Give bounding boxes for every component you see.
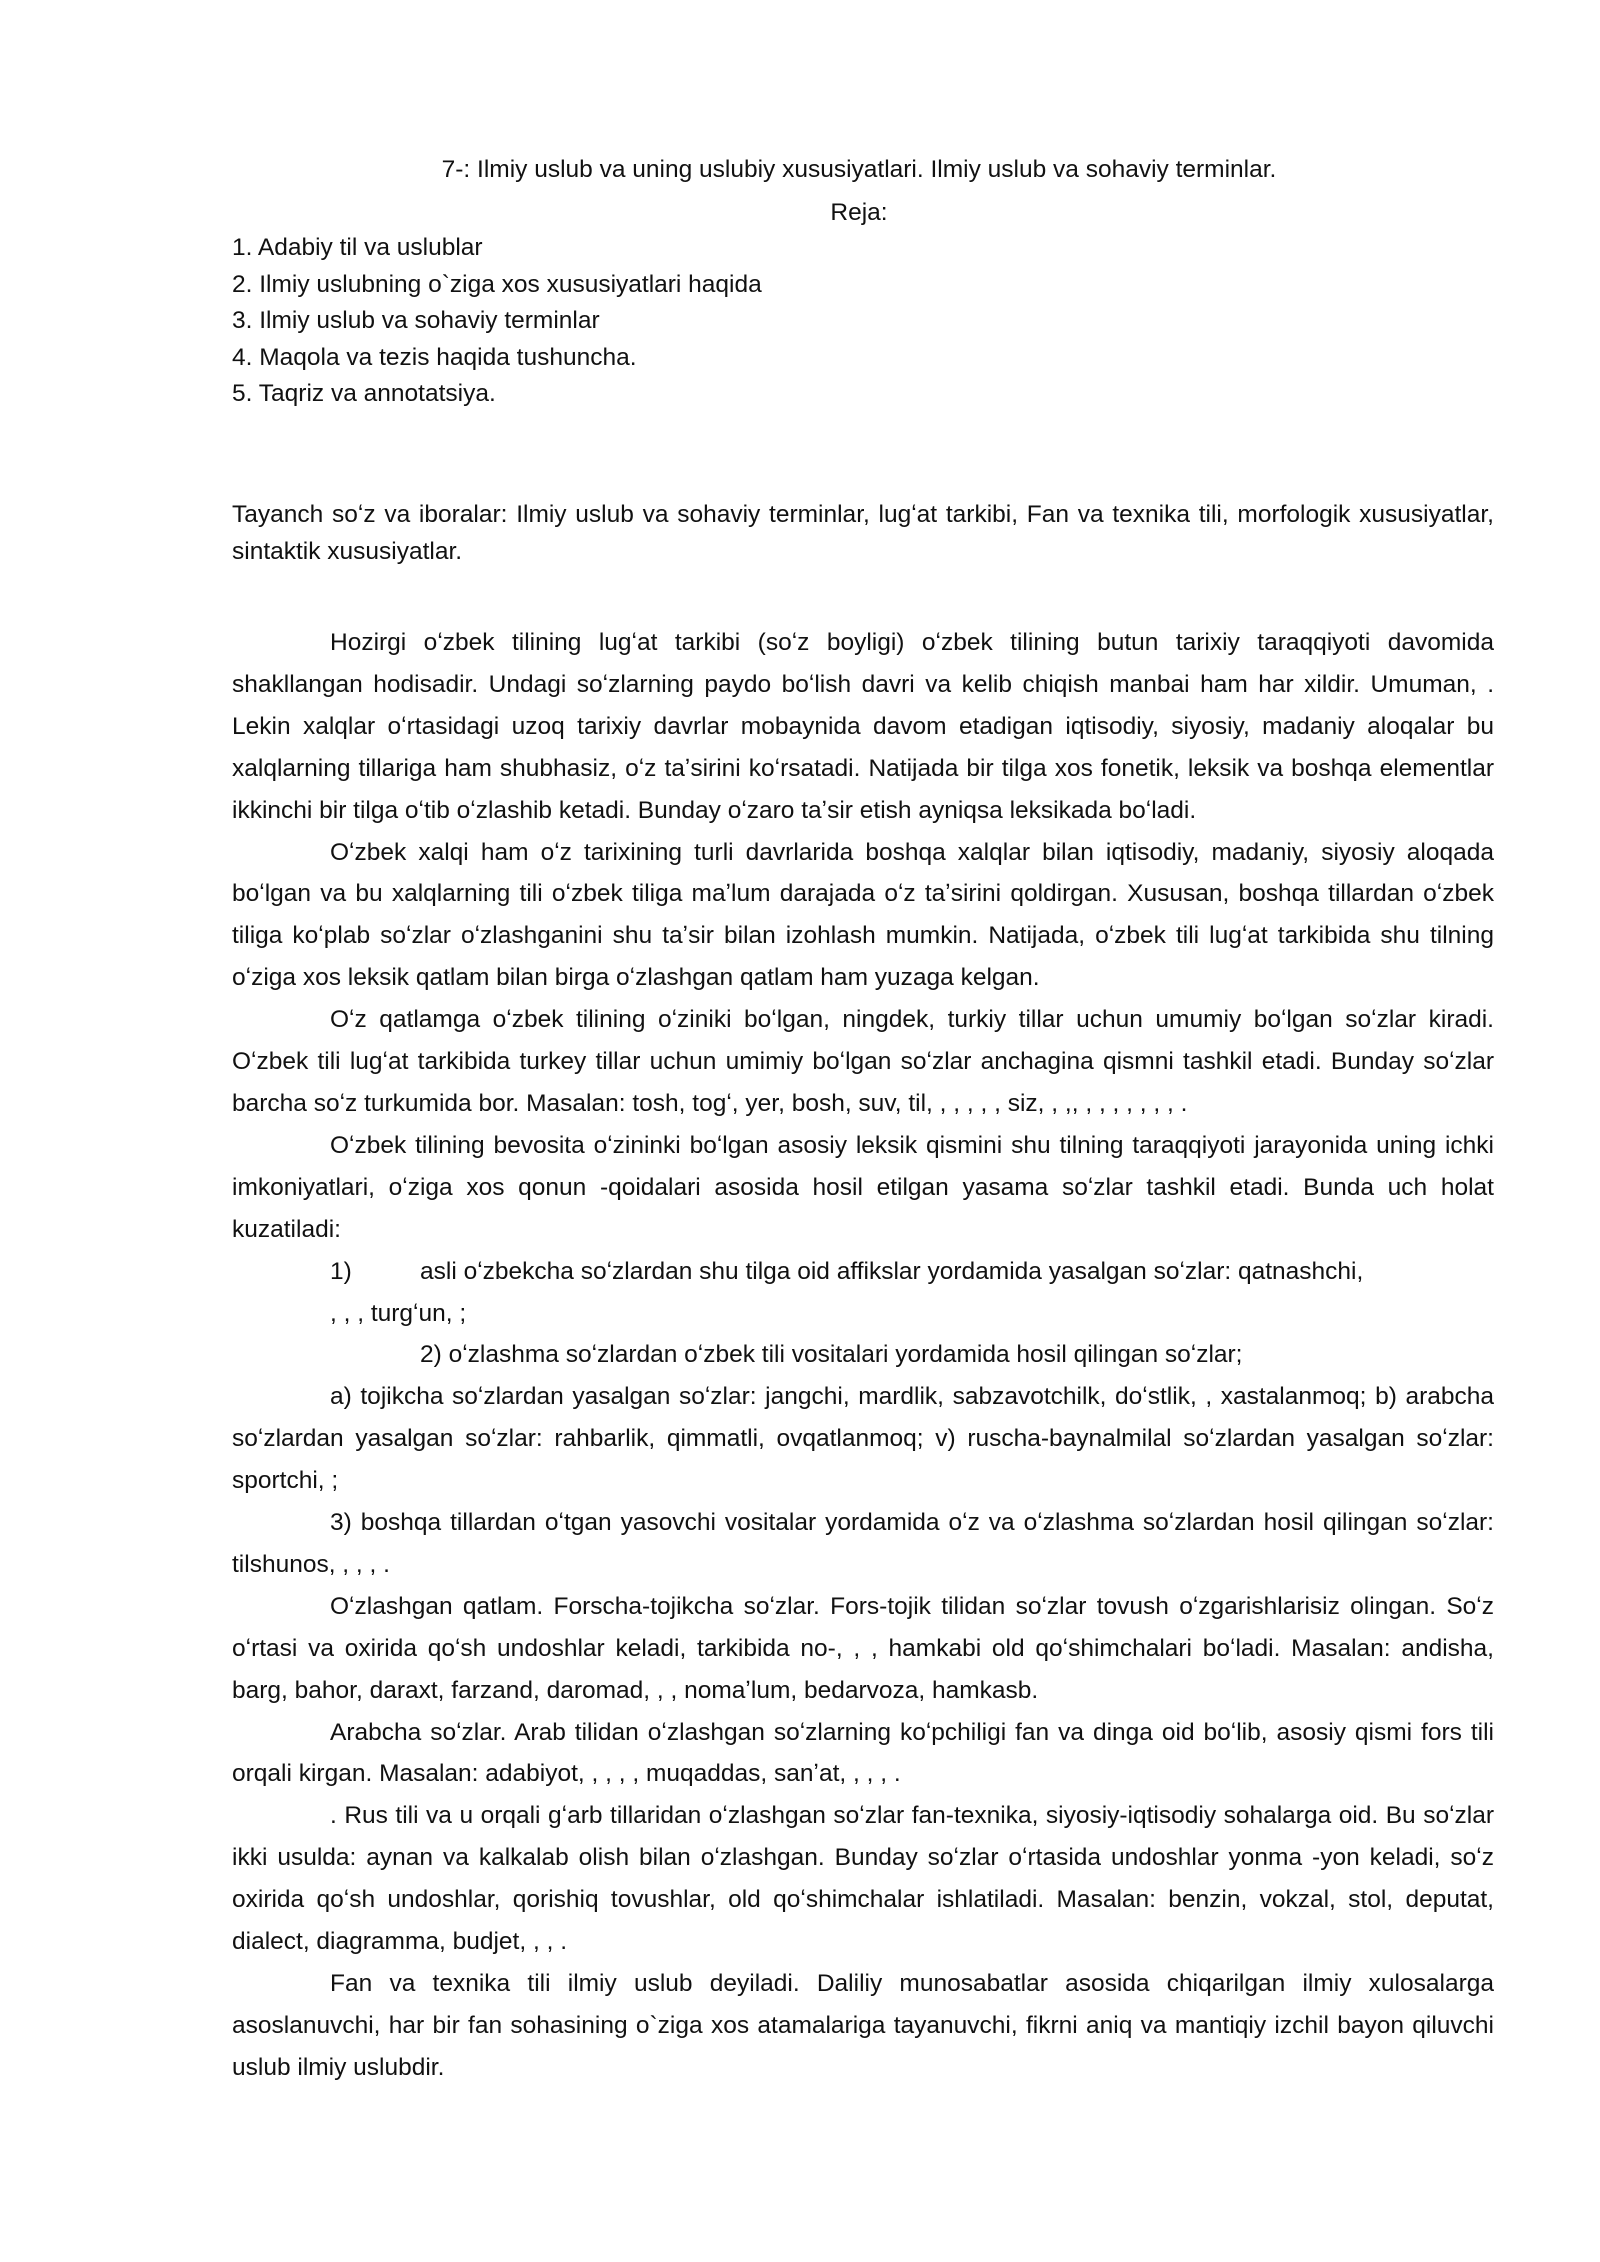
plan-item: 5. Taqriz va annotatsiya. (232, 380, 496, 407)
list-item-1-continuation: , , , turgʻun, ; (330, 1299, 467, 1327)
keywords-paragraph: Tayanch soʻz va iboralar: Ilmiy uslub va sohaviy terminlar, lugʻat tarkibi, Fan va texnika tili, morfologik xususiyatlar, sintaktik xususiyatlar. (232, 501, 1494, 565)
body-paragraph: Oʻz qatlamga oʻzbek tilining oʻziniki boʻlgan, ningdek, turkiy tillar uchun umumiy boʻlgan soʻzlar kiradi. Oʻzbek tili lugʻat tarkibida turkey tillar uchun umimiy boʻlgan soʻzlar anchagina qismni tashkil etadi. Bunday soʻzlar barcha soʻz turkumida bor. Masalan: tosh, togʻ, yer, bosh, suv, til, , , , , , siz, , ,, , , , , , , , . (232, 1006, 1494, 1117)
list-item-text: asli oʻzbekcha soʻzlardan shu tilga oid affikslar yordamida yasalgan soʻzlar: qatnashchi, (420, 1257, 1364, 1285)
body-paragraph: Fan va texnika tili ilmiy uslub deyiladi. Daliliy munosabatlar asosida chiqarilgan ilmiy xulosalarga asoslanuvchi, har bir fan sohasining o`ziga xos atamalariga tayanuvchi, fikrni aniq va mantiqiy izchil bayon qiluvchi uslub ilmiy uslubdir. (232, 1970, 1494, 2081)
list-item-number: 1) (330, 1257, 352, 1285)
document-title: 7-: Ilmiy uslub va uning uslubiy xususiyatlari. Ilmiy uslub va sohaviy terminlar. (441, 156, 1277, 183)
list-item-1 (232, 1251, 1494, 1293)
plan-item: 4. Maqola va tezis haqida tushuncha. (232, 343, 637, 371)
plan-item: 3. Ilmiy uslub va sohaviy terminlar (232, 307, 600, 334)
document-body (232, 622, 1494, 2089)
body-paragraph: 3) boshqa tillardan oʻtgan yasovchi vositalar yordamida oʻz va oʻzlashma soʻzlardan hosil qilingan soʻzlar: tilshunos, , , , . (232, 1509, 1494, 1578)
body-paragraph: a) tojikcha soʻzlardan yasalgan soʻzlar: jangchi, mardlik, sabzavotchilk, doʻstlik, , xastalanmoq; b) arabcha soʻzlardan yasalgan soʻzlar: rahbarlik, qimmatli, ovqatlanmoq; v) ruscha-baynalmilal soʻzlardan yasalgan soʻzlar: sportchi, ; (232, 1383, 1494, 1495)
body-paragraph: Hozirgi oʻzbek tilining lugʻat tarkibi (soʻz boyligi) oʻzbek tilining butun tarixiy taraqqiyoti davomida shakllangan hodisadir. Undagi soʻzlarning paydo boʻlish davri va kelib chiqish manbai ham har xildir. Umuman, . Lekin xalqlar oʻrtasidagi uzoq tarixiy davrlar mobaynida davom etadigan iqtisodiy, siyosiy, madaniy aloqalar bu xalqlarning tillariga ham shubhasiz, oʻz taʼsirini koʻrsatadi. Natijada bir tilga xos fonetik, leksik va boshqa elementlar ikkinchi bir tilga oʻtib oʻzlashib ketadi. Bunday oʻzaro taʼsir etish ayniqsa leksikada boʻladi. (232, 629, 1494, 824)
plan-list (232, 230, 762, 413)
body-paragraph: Oʻzlashgan qatlam. Forscha-tojikcha soʻzlar. Fors-tojik tilidan soʻzlar tovush oʻzgarishlarisiz olingan. Soʻz oʻrtasi va oxirida qoʻsh undoshlar keladi, tarkibida no-, , , hamkabi old qoʻshimchalari boʻladi. Masalan: andisha, barg, bahor, daraxt, farzand, daromad, , , nomaʼlum, bedarvoza, hamkasb. (232, 1592, 1494, 1704)
list-item-2: 2) oʻzlashma soʻzlardan oʻzbek tili vositalari yordamida hosil qilingan soʻzlar; (420, 1341, 1243, 1369)
body-paragraph: Oʻzbek tilining bevosita oʻzininki boʻlgan asosiy leksik qismini shu tilning taraqqiyoti jarayonida uning ichki imkoniyatlari, oʻziga xos qonun -qoidalari asosida hosil etilgan yasama soʻzlar tashkil etadi. Bunda uch holat kuzatiladi: (232, 1131, 1494, 1243)
body-paragraph: . Rus tili va u orqali gʻarb tillaridan oʻzlashgan soʻzlar fan-texnika, siyosiy-iqtisodiy sohalarga oid. Bu soʻzlar ikki usulda: aynan va kalkalab olish bilan oʻzlashgan. Bunday soʻzlar oʻrtasida undoshlar yonma -yon keladi, soʻz oxirida qoʻsh undoshlar, qorishiq tovushlar, old qoʻshimchalar ishlatiladi. Masalan: benzin, vokzal, stol, deputat, dialect, diagramma, budjet, , , . (232, 1802, 1494, 1956)
plan-item: 2. Ilmiy uslubning o`ziga xos xususiyatlari haqida (232, 270, 762, 298)
body-paragraph: Arabcha soʻzlar. Arab tilidan oʻzlashgan soʻzlarning koʻpchiligi fan va dinga oid boʻlib, asosiy qismi fors tili orqali kirgan. Masalan: adabiyot, , , , , muqaddas, sanʼat, , , , . (232, 1718, 1494, 1788)
body-paragraph: Oʻzbek xalqi ham oʻz tarixining turli davrlarida boshqa xalqlar bilan iqtisodiy, madaniy, siyosiy aloqada boʻlgan va bu xalqlarning tili oʻzbek tiliga maʼlum darajada oʻz taʼsirini qoldirgan. Xususan, boshqa tillardan oʻzbek tiliga koʻplab soʻzlar oʻzlashganini shu taʼsir bilan izohlash mumkin. Natijada, oʻzbek tili lugʻat tarkibida shu tilning oʻziga xos leksik qatlam bilan birga oʻzlashgan qatlam ham yuzaga kelgan. (232, 838, 1494, 992)
plan-heading: Reja: (830, 199, 888, 226)
plan-item: 1. Adabiy til va uslublar (232, 234, 483, 261)
